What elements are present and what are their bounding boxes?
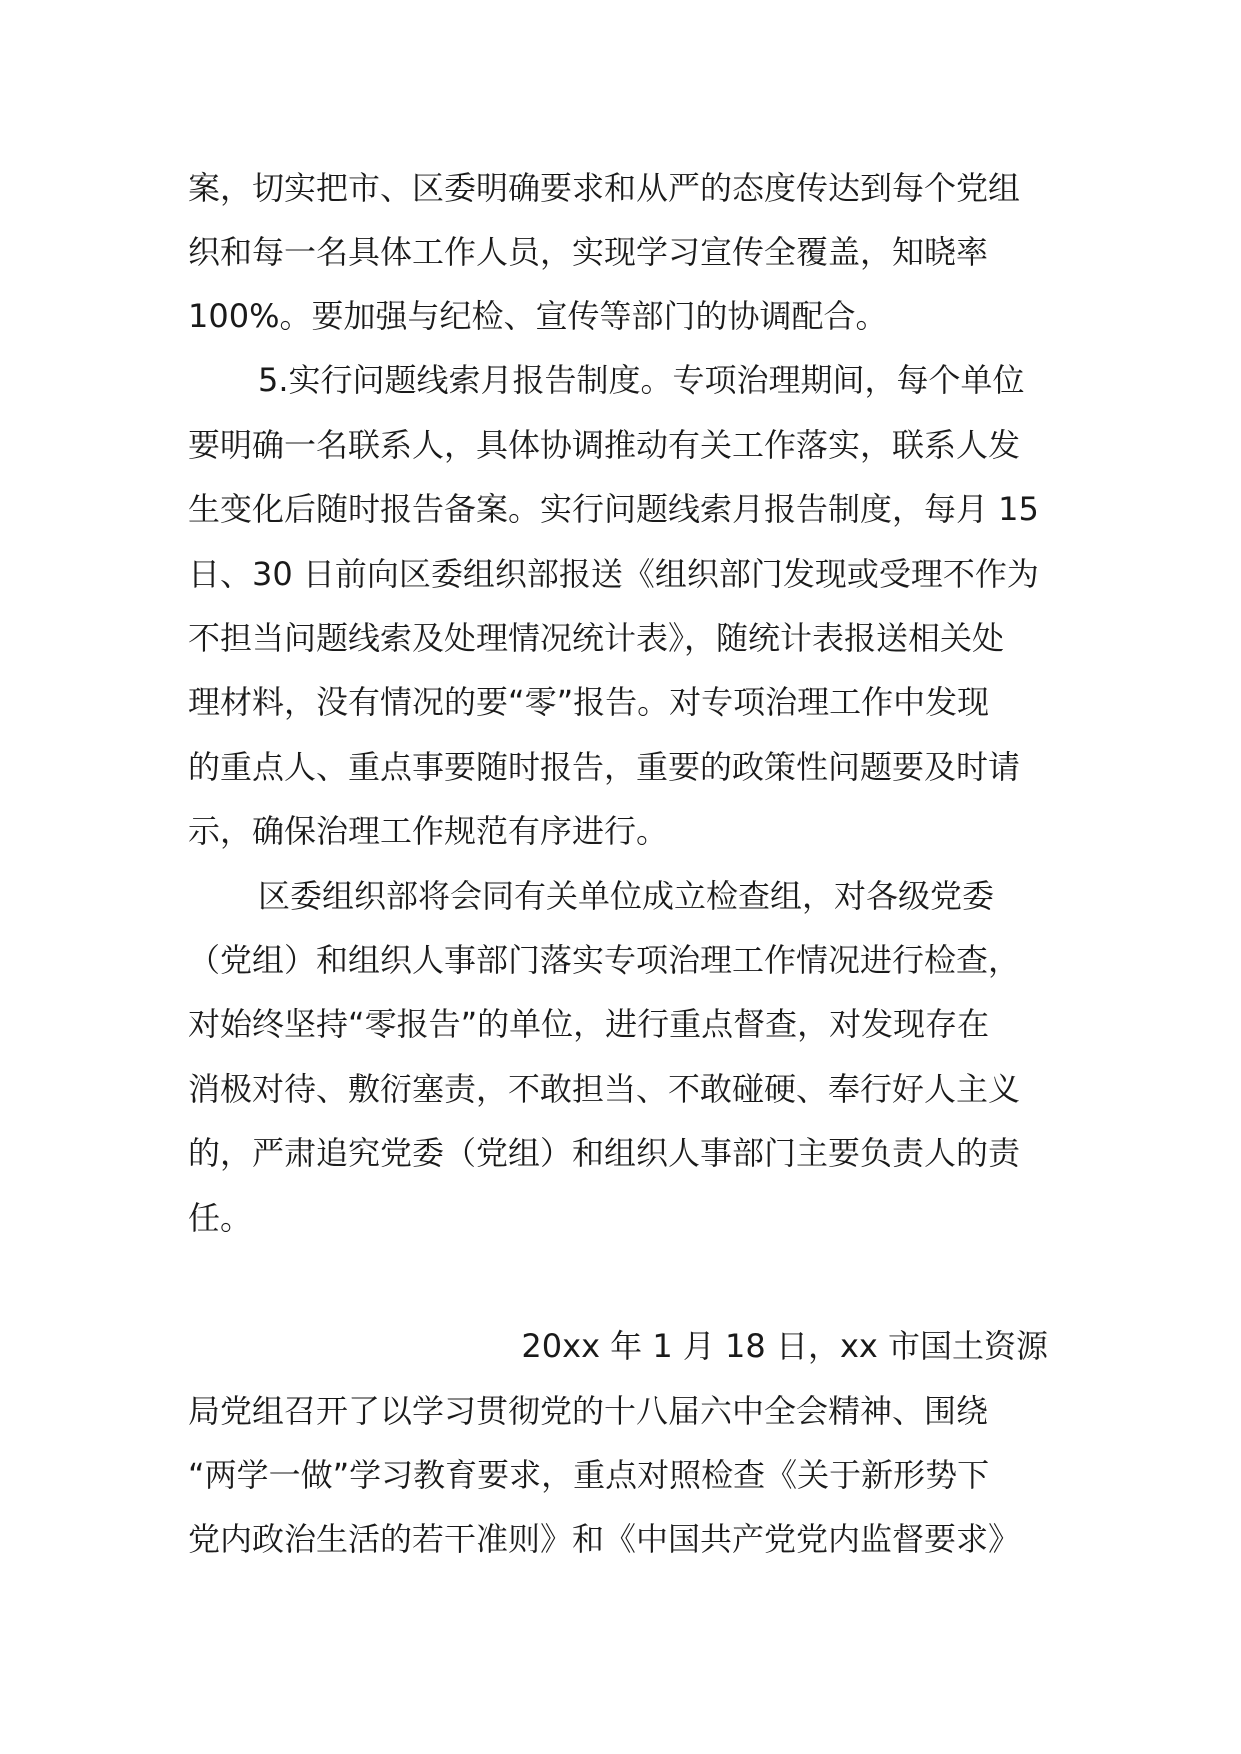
- paragraph-line: 理材料，没有情况的要“零”报告。对专项治理工作中发现: [188, 683, 990, 721]
- paragraph-line: 5.实行问题线索月报告制度。专项治理期间，每个单位: [258, 361, 1025, 399]
- paragraph-line: （党组）和组织人事部门落实专项治理工作情况进行检查，: [188, 941, 1021, 979]
- paragraph-line: 20xx 年 1 月 18 日，xx 市国土资源: [521, 1327, 1048, 1365]
- paragraph-line: 的重点人、重点事要随时报告，重要的政策性问题要及时请: [188, 748, 1021, 786]
- paragraph-line: 消极对待、敷衍塞责，不敢担当、不敢碰硬、奉行好人主义: [188, 1070, 1021, 1108]
- paragraph-line: 局党组召开了以学习贯彻党的十八届六中全会精神、围绕: [188, 1392, 989, 1430]
- paragraph-line: 生变化后随时报告备案。实行问题线索月报告制度，每月 15: [188, 490, 1039, 528]
- paragraph-line: 区委组织部将会同有关单位成立检查组，对各级党委: [258, 877, 995, 915]
- paragraph-line: 要明确一名联系人，具体协调推动有关工作落实，联系人发: [188, 426, 1021, 464]
- paragraph-line: 的，严肃追究党委（党组）和组织人事部门主要负责人的责: [188, 1134, 1021, 1172]
- paragraph-line: 日、30 日前向区委组织部报送《组织部门发现或受理不作为: [188, 555, 1039, 593]
- paragraph-line: 案，切实把市、区委明确要求和从严的态度传达到每个党组: [188, 169, 1021, 207]
- paragraph-line: 织和每一名具体工作人员，实现学习宣传全覆盖，知晓率: [188, 233, 989, 271]
- paragraph-line: 100%。要加强与纪检、宣传等部门的协调配合。: [188, 297, 888, 335]
- paragraph-line: 任。: [188, 1199, 253, 1237]
- paragraph-line: 不担当问题线索及处理情况统计表》，随统计表报送相关处: [188, 619, 1005, 657]
- paragraph-line: 党内政治生活的若干准则》和《中国共产党党内监督要求》: [188, 1520, 1021, 1558]
- paragraph-line: “两学一做”学习教育要求，重点对照检查《关于新形势下: [188, 1456, 990, 1494]
- paragraph-line: 示，确保治理工作规范有序进行。: [188, 812, 669, 850]
- paragraph-line: 对始终坚持“零报告”的单位，进行重点督查，对发现存在: [188, 1005, 990, 1043]
